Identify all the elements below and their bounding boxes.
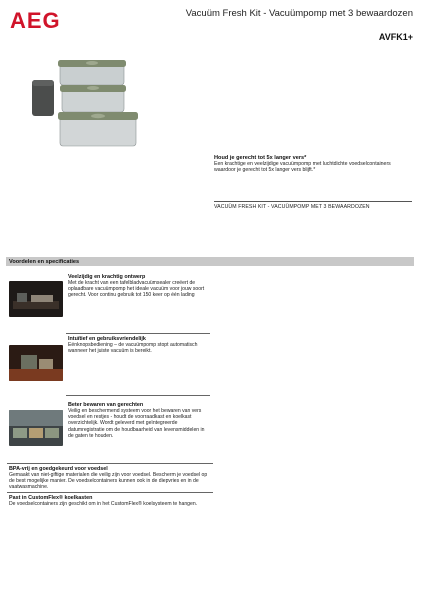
feature-divider bbox=[66, 395, 210, 396]
product-image bbox=[30, 58, 140, 158]
feature-title: Beter bewaren van gerechten bbox=[68, 402, 144, 408]
extra-divider bbox=[7, 492, 213, 493]
feature-image-storage bbox=[9, 410, 63, 446]
section-header bbox=[6, 257, 414, 266]
feature-body: Eénknopsbediening – de vacuümpomp stopt automatisch wanneer het juiste vacuüm is bereikt. bbox=[68, 342, 198, 355]
brand-logo: AEG bbox=[10, 8, 61, 33]
feature-title: Veelzijdig en krachtig ontwerp bbox=[68, 274, 146, 280]
feature-title: Intuïtief en gebruiksvriendelijk bbox=[68, 336, 146, 342]
extra-title: Past in CustomFlex® koelkasten bbox=[9, 495, 93, 501]
intro-description: Een krachtige en veelzijdige vacuümpomp met luchtdichte voedselcontainers waardoor je gerecht tot 5x langer vers blijft.* bbox=[214, 161, 391, 174]
product-subline: VACUÜM FRESH KIT - VACUÜMPOMP MET 3 BEWAARDOZEN bbox=[214, 204, 370, 210]
feature-divider bbox=[7, 463, 213, 464]
extra-title: BPA-vrij en goedgekeurd voor voedsel bbox=[9, 466, 108, 472]
extra-body: Gemaakt van niet-giftige materialen die veilig zijn voor voedsel. Bescherm je voedsel op de best mogelijke manier. De voedselcontainers kunnen ook in de diepvries en in de vaatwasmachine. bbox=[9, 472, 208, 491]
extra-body: De voedselcontainers zijn geschikt om in het CustomFlex® koelsysteem te hangen. bbox=[9, 501, 198, 507]
document-title: Vacuüm Fresh Kit - Vacuümpomp met 3 bewaardozen bbox=[185, 8, 413, 19]
feature-divider bbox=[66, 333, 210, 334]
tagline: Houd je gerecht tot 5x langer vers* bbox=[214, 155, 307, 161]
divider bbox=[214, 201, 412, 202]
feature-image-usability bbox=[9, 345, 63, 381]
feature-body: Met de kracht van een tafelbladvacuümsealer creëert de oplaadbare vacuümpomp het ideale vacuüm voor jouw soort gerecht. Voor continu gebruik tot 150 keer op één lading bbox=[68, 280, 205, 299]
feature-body: Veilig en beschermend systeem voor het bewaren van vers voedsel en restjes - houdt de voorraadkast en koelkast overzichtelijk. Wordt geleverd met geïntegreerde datumregistratie om de houdbaarheid van levensmiddelen in de gaten te houden. bbox=[68, 408, 205, 439]
model-code: AVFK1+ bbox=[378, 32, 413, 42]
section-label: Voordelen en specificaties bbox=[9, 258, 80, 265]
feature-image-design bbox=[9, 281, 63, 317]
